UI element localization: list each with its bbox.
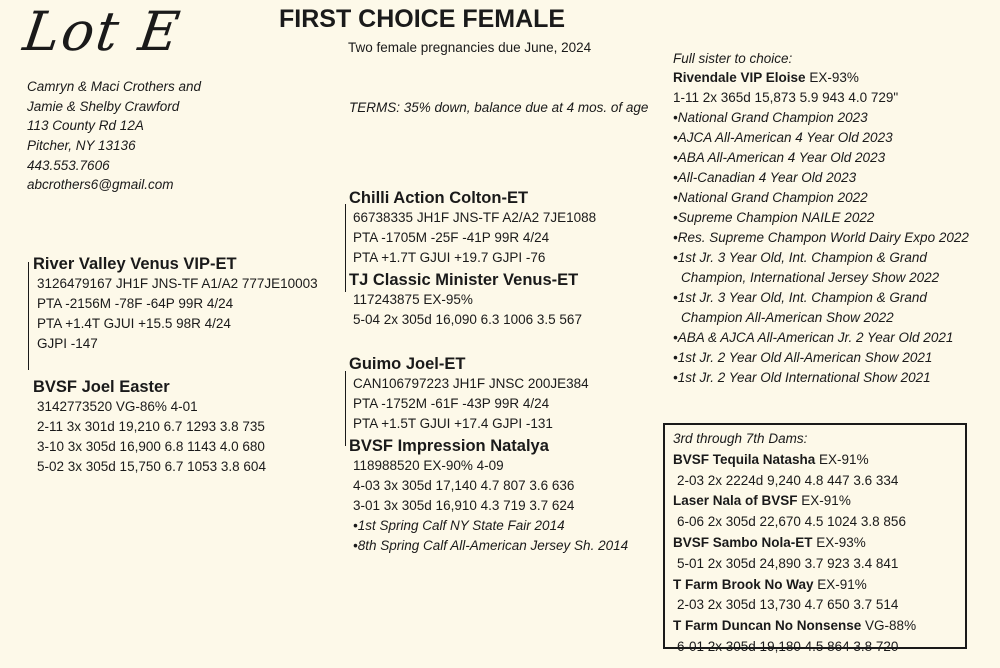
consignor-line: Jamie & Shelby Crawford — [27, 98, 180, 114]
sire-sire-block — [349, 188, 596, 268]
dam-name: BVSF Joel Easter — [33, 378, 170, 396]
full-sister-honor: •Supreme Champion NAILE 2022 — [673, 210, 875, 225]
full-sister-heading: Full sister to choice: — [673, 51, 793, 66]
dam-entry — [673, 491, 957, 512]
dam-sire-line: PTA -1752M -61F -43P 99R 4/24 — [353, 396, 550, 411]
consignor-email: abcrothers6@gmail.com — [27, 177, 174, 193]
full-sister-honor: •National Grand Champion 2022 — [673, 190, 868, 205]
dam-entry-record: 2-03 2x 2224d 9,240 4.8 447 3.6 334 — [677, 472, 899, 488]
dam-entry-class: EX-91% — [813, 576, 867, 592]
dam-sire-line: PTA +1.5T GJUI +17.4 GJPI -131 — [353, 416, 553, 431]
full-sister-name: Rivendale VIP Eloise — [673, 70, 806, 85]
full-sister-honor: •Res. Supreme Champon World Dairy Expo 2022 — [673, 230, 969, 245]
dam-dam-honor: •1st Spring Calf NY State Fair 2014 — [353, 518, 565, 533]
sire-line: GJPI -147 — [37, 336, 98, 351]
full-sister-honor: •All-Canadian 4 Year Old 2023 — [673, 170, 857, 185]
full-sister-honor: Champion, International Jersey Show 2022 — [681, 270, 940, 285]
dam-entry-name: BVSF Tequila Natasha — [673, 451, 816, 467]
sire-line: 3126479167 JH1F JNS-TF A1/A2 777JE10003 — [37, 276, 318, 291]
consignor-line: 113 County Rd 12A — [27, 118, 144, 134]
dam-block — [33, 377, 266, 477]
full-sister-honor: •1st Jr. 2 Year Old International Show 2021 — [673, 370, 931, 385]
sire-dam-name: TJ Classic Minister Venus-ET — [349, 271, 579, 289]
sire-name: River Valley Venus VIP-ET — [33, 255, 237, 273]
dam-entry-record: 6-01 2x 305d 19,180 4.5 864 3.8 720 — [677, 638, 899, 654]
consignor-line: 443.553.7606 — [27, 157, 110, 173]
full-sister-honor: •National Grand Champion 2023 — [673, 110, 868, 125]
full-sister-classification: EX-93% — [805, 70, 859, 85]
full-sister-honor: •ABA & AJCA All-American Jr. 2 Year Old 2021 — [673, 330, 954, 345]
consignor-info — [27, 77, 201, 195]
dam-dam-name: BVSF Impression Natalya — [349, 437, 549, 455]
dam-sire-name: Guimo Joel-ET — [349, 355, 466, 373]
dam-dam-line: 4-03 3x 305d 17,140 4.7 807 3.6 636 — [353, 478, 575, 493]
full-sister-honor: •1st Jr. 3 Year Old, Int. Champion & Grand — [673, 290, 927, 305]
dam-entry-record: 2-03 2x 305d 13,730 4.7 650 3.7 514 — [677, 597, 899, 613]
dam-entry — [673, 575, 957, 596]
full-sister-block — [669, 50, 969, 388]
dam-entry-record: 6-06 2x 305d 22,670 4.5 1024 3.8 856 — [677, 514, 906, 530]
dams-heading: 3rd through 7th Dams: — [673, 431, 808, 446]
dam-dam-block — [349, 436, 628, 556]
pedigree-bracket — [345, 371, 346, 446]
sire-dam-line: 5-04 2x 305d 16,090 6.3 1006 3.5 567 — [353, 312, 582, 327]
dam-sire-block — [349, 354, 589, 434]
subtitle: Two female pregnancies due June, 2024 — [348, 40, 592, 55]
dam-entry-name: T Farm Brook No Way — [673, 576, 814, 592]
dam-entry — [673, 616, 957, 637]
dam-dam-honor: •8th Spring Calf All-American Jersey Sh. 2014 — [353, 538, 629, 553]
sire-line: PTA +1.4T GJUI +15.5 98R 4/24 — [37, 316, 231, 331]
full-sister-honor: •1st Jr. 3 Year Old, Int. Champion & Grand — [673, 250, 927, 265]
dam-entry-record: 5-01 2x 305d 24,890 3.7 923 3.4 841 — [677, 555, 899, 571]
full-sister-honor: Champion All-American Show 2022 — [681, 310, 894, 325]
dam-entry-class: EX-91% — [815, 451, 869, 467]
dam-line: 3-10 3x 305d 16,900 6.8 1143 4.0 680 — [37, 439, 265, 454]
pedigree-bracket — [28, 262, 29, 370]
full-sister-name-line — [669, 68, 969, 88]
sire-dam-block — [349, 270, 582, 330]
sire-sire-line: PTA +1.7T GJUI +19.7 GJPI -76 — [353, 250, 546, 265]
full-sister-record: 1-11 2x 365d 15,873 5.9 943 4.0 729" — [673, 90, 899, 105]
sire-sire-line: PTA -1705M -25F -41P 99R 4/24 — [353, 230, 550, 245]
dam-line: 2-11 3x 301d 19,210 6.7 1293 3.8 735 — [37, 419, 265, 434]
dam-entry — [673, 450, 957, 471]
consignor-line: Pitcher, NY 13136 — [27, 138, 136, 154]
lot-logo: Lot E — [19, 0, 186, 63]
consignor-line: Camryn & Maci Crothers and — [27, 79, 202, 94]
full-sister-honor: •1st Jr. 2 Year Old All-American Show 2021 — [673, 350, 933, 365]
dams-box — [663, 423, 967, 654]
full-sister-honor: •ABA All-American 4 Year Old 2023 — [673, 150, 886, 165]
dam-sire-line: CAN106797223 JH1F JNSC 200JE384 — [353, 376, 589, 391]
page-title: FIRST CHOICE FEMALE — [279, 5, 566, 33]
dam-line: 5-02 3x 305d 15,750 6.7 1053 3.8 604 — [37, 459, 266, 474]
dam-entry-class: EX-93% — [812, 534, 866, 550]
sire-sire-name: Chilli Action Colton-ET — [349, 189, 529, 207]
terms: TERMS: 35% down, balance due at 4 mos. of age — [349, 100, 649, 115]
full-sister-honor: •AJCA All-American 4 Year Old 2023 — [673, 130, 893, 145]
dam-entry-name: BVSF Sambo Nola-ET — [673, 534, 813, 550]
dam-dam-line: 3-01 3x 305d 16,910 4.3 719 3.7 624 — [353, 498, 575, 513]
pedigree-bracket — [345, 204, 346, 292]
sire-dam-line: 117243875 EX-95% — [353, 292, 473, 307]
dam-dam-line: 118988520 EX-90% 4-09 — [353, 458, 504, 473]
sire-block — [33, 254, 318, 354]
dam-entry-name: Laser Nala of BVSF — [673, 493, 798, 509]
dam-entry — [673, 533, 957, 554]
sire-sire-line: 66738335 JH1F JNS-TF A2/A2 7JE1088 — [353, 210, 597, 225]
dam-entry-class: VG-88% — [861, 618, 917, 634]
sire-line: PTA -2156M -78F -64P 99R 4/24 — [37, 296, 234, 311]
dam-entry-name: T Farm Duncan No Nonsense — [673, 618, 862, 634]
dam-line: 3142773520 VG-86% 4-01 — [37, 399, 198, 414]
dam-entry-class: EX-91% — [797, 493, 851, 509]
